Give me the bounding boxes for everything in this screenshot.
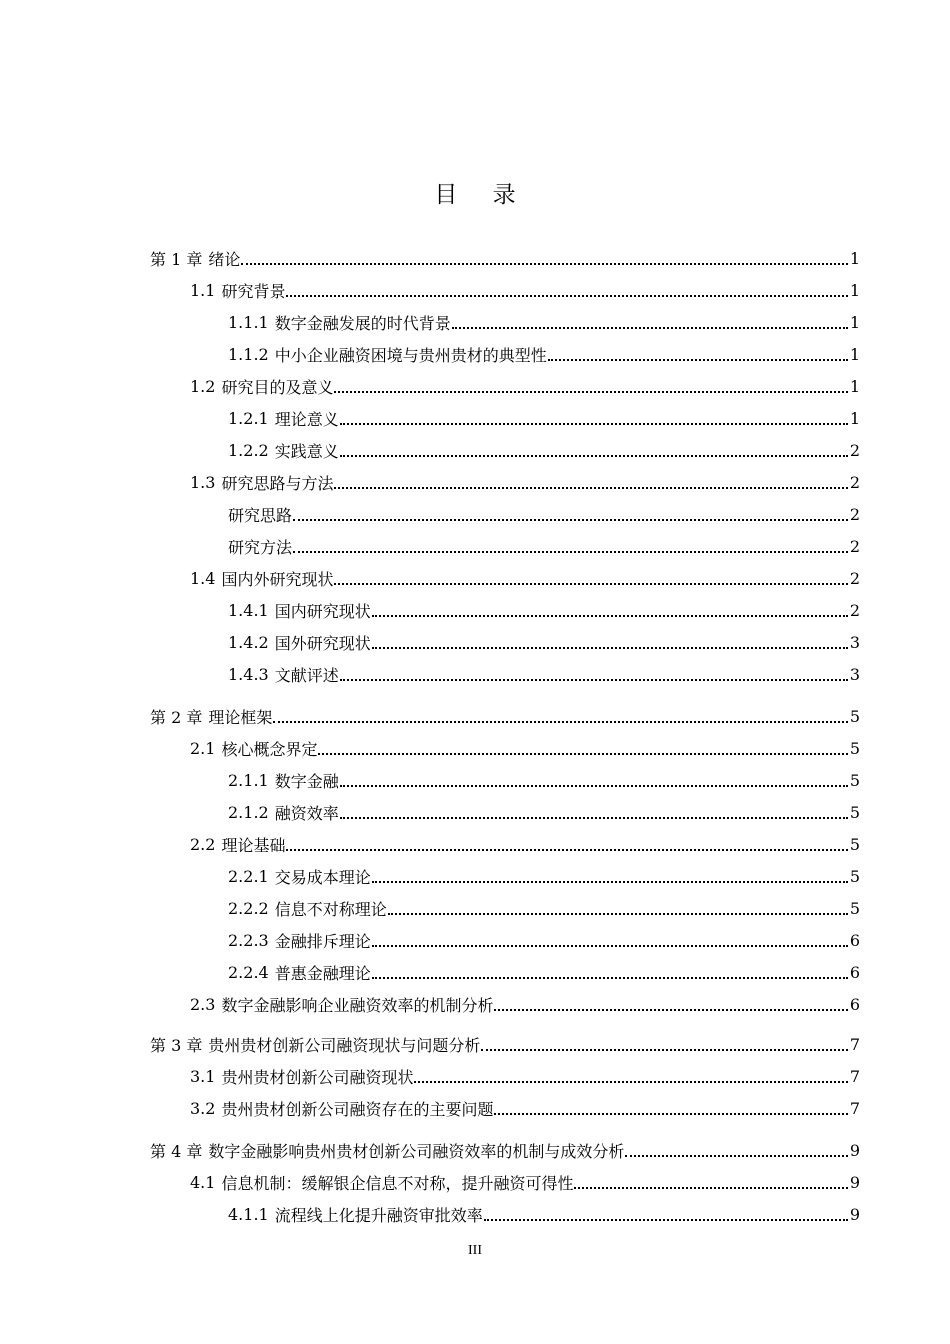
toc-entry-text: 金融排斥理论	[274, 931, 371, 951]
dot-leader	[372, 615, 848, 617]
toc-entry-text: 研究目的及意义	[221, 377, 334, 397]
toc-entry-page: 6	[849, 930, 860, 950]
toc-entry[interactable]	[150, 1094, 860, 1122]
toc-entry-text: 融资效率	[274, 803, 339, 823]
toc-entry-number: 1.4.2	[228, 632, 269, 652]
dot-leader	[372, 881, 848, 883]
toc-entry-text: 研究思路与方法	[221, 473, 334, 493]
toc-entry[interactable]	[150, 734, 860, 762]
toc-entry-number: 1.2	[190, 376, 216, 396]
dot-leader	[372, 945, 848, 947]
toc-entry-text: 研究思路	[228, 505, 293, 525]
toc-entry[interactable]	[150, 660, 860, 688]
toc-entry-number: 1.2.1	[228, 408, 269, 428]
toc-entry-page: 7	[849, 1066, 860, 1086]
toc-entry-number: 2.2.3	[228, 930, 269, 950]
toc-entry[interactable]	[150, 436, 860, 464]
toc-entry-text: 贵州贵材创新公司融资现状	[221, 1067, 414, 1087]
dot-leader	[293, 551, 848, 553]
toc-entry-page: 1	[849, 248, 860, 268]
toc-entry[interactable]	[150, 1136, 860, 1164]
toc-entry-number: 2.1.2	[228, 802, 269, 822]
toc-entry-number: 4.1	[190, 1172, 216, 1192]
toc-entry-page: 5	[849, 866, 860, 886]
toc-entry-number: 1.1.1	[228, 312, 269, 332]
toc-entry-page: 5	[849, 738, 860, 758]
toc-entry-text: 国内研究现状	[274, 601, 371, 621]
toc-entry-number: 第 2 章	[150, 707, 203, 727]
toc-entry-number: 第 4 章	[150, 1141, 203, 1161]
toc-entry[interactable]	[150, 564, 860, 592]
toc-entry-page: 1	[849, 344, 860, 364]
toc-entry-text: 研究背景	[221, 281, 286, 301]
toc-entry-text: 理论意义	[274, 409, 339, 429]
toc-entry-page: 1	[849, 376, 860, 396]
toc-entry-text: 中小企业融资困境与贵州贵材的典型性	[274, 345, 547, 365]
toc-entry-page: 7	[849, 1034, 860, 1054]
toc-entry[interactable]	[150, 500, 860, 528]
toc-entry-number: 1.1.2	[228, 344, 269, 364]
toc-entry[interactable]	[150, 1168, 860, 1196]
toc-entry[interactable]	[150, 798, 860, 826]
toc-entry-page: 7	[849, 1098, 860, 1118]
dot-leader	[334, 487, 847, 489]
toc-entry-text: 研究方法	[228, 537, 293, 557]
toc-entry-text: 理论基础	[221, 835, 286, 855]
dot-leader	[334, 391, 847, 393]
toc-entry-text: 绪论	[208, 249, 241, 269]
dot-leader	[372, 977, 848, 979]
dot-leader	[625, 1155, 847, 1157]
dot-leader	[340, 817, 848, 819]
dot-leader	[293, 519, 848, 521]
toc-entry-text: 信息不对称理论	[274, 899, 387, 919]
toc-entry-page: 9	[849, 1140, 860, 1160]
toc-entry-text: 贵州贵材创新公司融资现状与问题分析	[208, 1035, 481, 1055]
toc-entry-page: 1	[849, 408, 860, 428]
toc-entry-page: 1	[849, 312, 860, 332]
toc-entry-text: 文献评述	[274, 665, 339, 685]
toc-entry-text: 交易成本理论	[274, 867, 371, 887]
toc-entry-text: 贵州贵材创新公司融资存在的主要问题	[221, 1099, 494, 1119]
toc-entry-number: 1.1	[190, 280, 216, 300]
toc-entry[interactable]	[150, 244, 860, 272]
dot-leader	[286, 849, 847, 851]
toc-entry[interactable]	[150, 830, 860, 858]
toc-entry[interactable]	[150, 766, 860, 794]
dot-leader	[548, 359, 848, 361]
toc-entry-text: 理论框架	[208, 707, 273, 727]
toc-entry-page: 2	[849, 504, 860, 524]
toc-entry-number: 3.1	[190, 1066, 216, 1086]
toc-entry-page: 2	[849, 568, 860, 588]
dot-leader	[241, 263, 847, 265]
toc-entry-number: 2.2.1	[228, 866, 269, 886]
dot-leader	[286, 295, 847, 297]
toc-entry-text: 数字金融影响贵州贵材创新公司融资效率的机制与成效分析	[208, 1141, 625, 1161]
toc-entry-page: 5	[849, 898, 860, 918]
toc-entry-number: 1.4.1	[228, 600, 269, 620]
toc-entry-page: 3	[849, 632, 860, 652]
toc-entry-number: 1.4	[190, 568, 216, 588]
dot-leader	[388, 913, 848, 915]
toc-entry[interactable]	[150, 958, 860, 986]
toc-entry[interactable]	[150, 340, 860, 368]
toc-entry-page: 3	[849, 664, 860, 684]
toc-entry-number: 2.2.2	[228, 898, 269, 918]
toc-entry-text: 核心概念界定	[221, 739, 318, 759]
toc-entry[interactable]	[150, 1200, 860, 1228]
toc-entry-page: 5	[849, 802, 860, 822]
page-number: III	[468, 1243, 482, 1258]
toc-entry-page: 2	[849, 600, 860, 620]
toc-entry-number: 2.1	[190, 738, 216, 758]
dot-leader	[340, 679, 848, 681]
toc-entry-number: 1.2.2	[228, 440, 269, 460]
toc-entry-text: 信息机制：缓解银企信息不对称，提升融资可得性	[221, 1173, 574, 1193]
toc-entry-page: 2	[849, 440, 860, 460]
toc-entry-number: 2.2	[190, 834, 216, 854]
toc-entry-text: 国外研究现状	[274, 633, 371, 653]
toc-entry-text: 数字金融发展的时代背景	[274, 313, 451, 333]
toc-entry[interactable]	[150, 926, 860, 954]
dot-leader	[340, 455, 848, 457]
toc-entry[interactable]	[150, 404, 860, 432]
toc-entry[interactable]	[150, 702, 860, 730]
dot-leader	[334, 583, 847, 585]
toc-entry-text: 流程线上化提升融资审批效率	[274, 1205, 483, 1225]
dot-leader	[494, 1009, 847, 1011]
toc-entry-text: 数字金融	[274, 771, 339, 791]
toc-entry-number: 第 1 章	[150, 249, 203, 269]
toc-entry-page: 5	[849, 706, 860, 726]
dot-leader	[318, 753, 847, 755]
toc-entry-number: 3.2	[190, 1098, 216, 1118]
toc-entry-page: 5	[849, 770, 860, 790]
toc-entry[interactable]	[150, 990, 860, 1018]
toc-entry-page: 9	[849, 1204, 860, 1224]
toc-entry-number: 2.2.4	[228, 962, 269, 982]
dot-leader	[414, 1081, 847, 1083]
toc-entry[interactable]	[150, 1062, 860, 1090]
toc-entry[interactable]	[150, 276, 860, 304]
dot-leader	[372, 647, 848, 649]
toc-entry-page: 9	[849, 1172, 860, 1192]
dot-leader	[273, 721, 847, 723]
toc-entry[interactable]	[150, 532, 860, 560]
toc-entry-page: 5	[849, 834, 860, 854]
dot-leader	[484, 1219, 848, 1221]
toc-entry-number: 4.1.1	[228, 1204, 269, 1224]
toc-entry-page: 2	[849, 472, 860, 492]
toc-entry[interactable]	[150, 862, 860, 890]
toc-entry[interactable]	[150, 308, 860, 336]
toc-entry[interactable]	[150, 372, 860, 400]
toc-entry-number: 2.1.1	[228, 770, 269, 790]
dot-leader	[452, 327, 848, 329]
dot-leader	[574, 1187, 847, 1189]
toc-entry-number: 1.4.3	[228, 664, 269, 684]
toc-entry[interactable]	[150, 628, 860, 656]
toc-entry-number: 1.3	[190, 472, 216, 492]
toc-entry-text: 实践意义	[274, 441, 339, 461]
toc-entry-page: 6	[849, 962, 860, 982]
toc-entry-page: 2	[849, 536, 860, 556]
toc-entry-text: 数字金融影响企业融资效率的机制分析	[221, 995, 494, 1015]
toc-entry-page: 6	[849, 994, 860, 1014]
toc-entry-page: 1	[849, 280, 860, 300]
toc-entry[interactable]	[150, 468, 860, 496]
toc-entry-text: 国内外研究现状	[221, 569, 334, 589]
toc-title: 目 录	[434, 182, 530, 208]
toc-entry[interactable]	[150, 894, 860, 922]
dot-leader	[481, 1049, 847, 1051]
dot-leader	[494, 1113, 847, 1115]
toc-entry-number: 第 3 章	[150, 1035, 203, 1055]
dot-leader	[340, 785, 848, 787]
toc-entry[interactable]	[150, 1030, 860, 1058]
toc-entry-text: 普惠金融理论	[274, 963, 371, 983]
toc-entry-number: 2.3	[190, 994, 216, 1014]
toc-entry[interactable]	[150, 596, 860, 624]
dot-leader	[340, 423, 848, 425]
